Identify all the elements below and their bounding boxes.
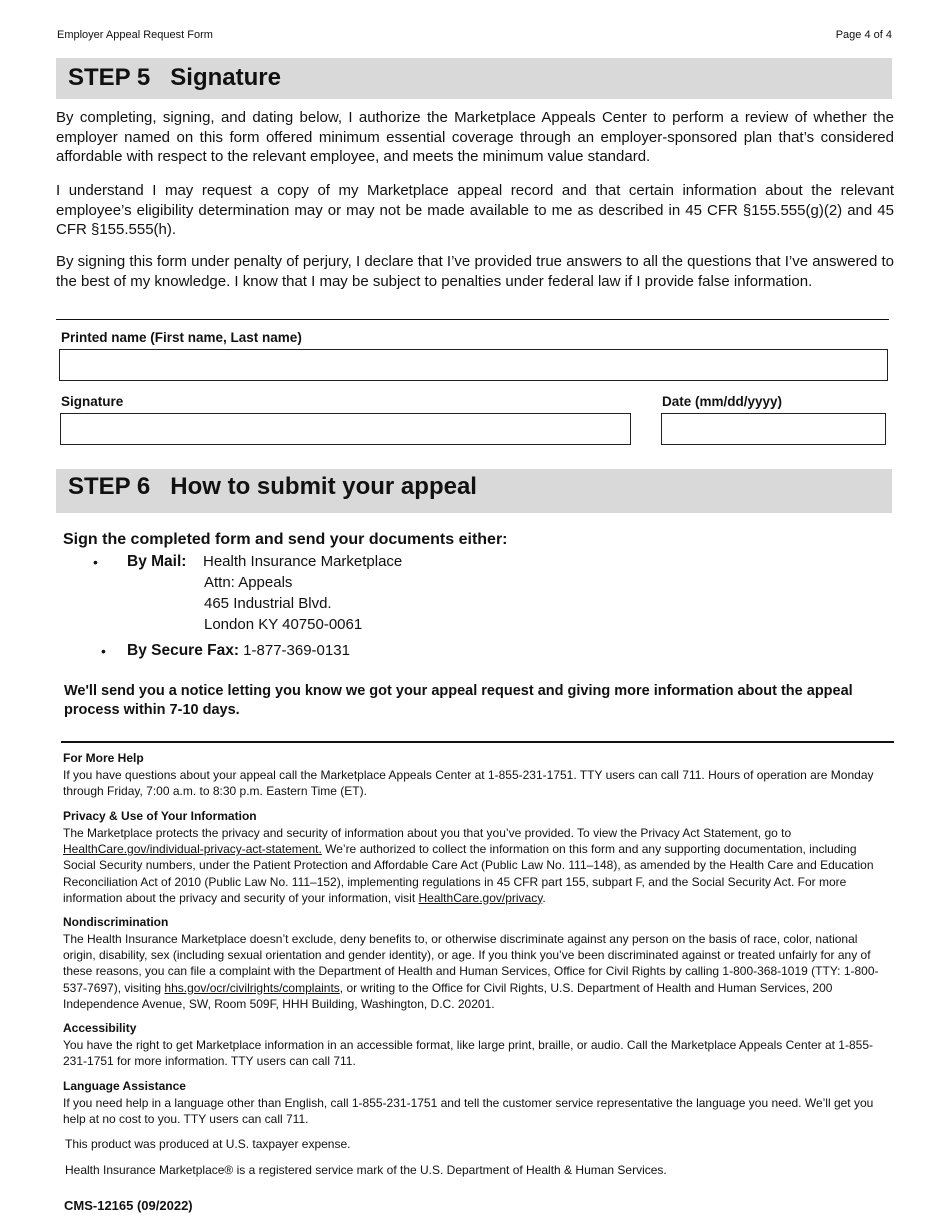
- signature-field[interactable]: [60, 413, 631, 445]
- footer-divider: [61, 741, 894, 743]
- fax-number: 1-877-369-0131: [243, 642, 350, 659]
- fax-bullet: •: [101, 643, 106, 659]
- form-code: CMS-12165 (09/2022): [64, 1198, 193, 1213]
- signature-section-divider: [56, 319, 889, 320]
- step6-header-bar: [56, 469, 892, 513]
- signature-label: Signature: [61, 394, 124, 409]
- mail-address-line: Attn: Appeals: [204, 574, 293, 591]
- mail-address-line: London KY 40750-0061: [204, 616, 363, 633]
- step5-header-bar: [56, 58, 892, 99]
- mail-address-line: Health Insurance Marketplace: [203, 553, 403, 570]
- form-name: Employer Appeal Request Form: [57, 29, 213, 41]
- civil-rights-complaints-link[interactable]: hhs.gov/ocr/civilrights/complaints: [164, 980, 340, 995]
- taxpayer-note: This product was produced at U.S. taxpayer expense.: [65, 1137, 351, 1151]
- privacy-heading: Privacy & Use of Your Information: [63, 809, 257, 823]
- step5-authorization-paragraph: By completing, signing, and dating below, I authorize the Marketplace Appeals Center to perform a review of whether the employer named on this form offered minimum essential coverage through an employer-sponsored plan that’s considered affordable with respect to the relevant employee, and meets the minimum value standard.: [56, 109, 894, 165]
- privacy-text-part: We’re authorized to collect the information on this form and any supporting documentation, including Social Security numbers, under the Patient Protection and Affordable Care Act (Public Law No. 111–148), as amended by the Health Care and Education Reconciliation Act of 2010 (Public Law No. 111–152), implementing regulations in 45 CFR part 155, subpart F, and the Social Security Act. For more information about the privacy and security of your information, visit: [63, 842, 874, 905]
- nondiscrimination-text-part: , or writing to the Office for Civil Rights, U.S. Department of Health and Human Services, 200 Independence Avenue, SW, Room 509F, HHH Building, Washington, D.C. 20201.: [63, 980, 833, 1011]
- privacy-text-part: The Marketplace protects the privacy and security of information about you that you’ve provided. To view the Privacy Act Statement, go to: [63, 826, 792, 840]
- mail-address-line: 465 Industrial Blvd.: [204, 595, 332, 612]
- page-number: Page 4 of 4: [835, 29, 892, 41]
- date-label: Date (mm/dd/yyyy): [662, 394, 783, 409]
- help-text: If you have questions about your appeal call the Marketplace Appeals Center at 1-855-231-1751. TTY users can call 711. Hours of operation are Monday through Friday, 7:00 a.m. to 8:30 p.m. Eastern Time (ET).: [63, 768, 874, 799]
- step5-title: STEP 5 Signature: [68, 64, 281, 91]
- language-assistance-text: If you need help in a language other than English, call 1-855-231-1751 and tell the customer service representative the language you need. We’ll get you help at no cost to you. TTY users can call 711.: [63, 1096, 874, 1127]
- fax-label: By Secure Fax:: [127, 642, 239, 659]
- help-heading: For More Help: [63, 751, 144, 765]
- service-mark-note: Health Insurance Marketplace® is a registered service mark of the U.S. Department of Health & Human Services.: [65, 1163, 667, 1177]
- step5-appeal-record-paragraph: I understand I may request a copy of my Marketplace appeal record and that certain information about the relevant employee’s eligibility determination may or may not be made available to me as described in 45 CFR §155.555(g)(2) and 45 CFR §155.555(h).: [56, 182, 894, 238]
- accessibility-heading: Accessibility: [63, 1021, 137, 1035]
- step6-title: STEP 6 How to submit your appeal: [68, 473, 477, 500]
- printed-name-field[interactable]: [59, 349, 888, 381]
- language-assistance-heading: Language Assistance: [63, 1079, 186, 1093]
- date-field[interactable]: [661, 413, 886, 445]
- printed-name-label: Printed name (First name, Last name): [61, 330, 302, 345]
- accessibility-text: You have the right to get Marketplace information in an accessible format, like large print, braille, or audio. Call the Marketplace Appeals Center at 1-855-231-1751 for more information. TTY users can call 711.: [63, 1038, 873, 1069]
- step5-perjury-paragraph: By signing this form under penalty of perjury, I declare that I’ve provided true answers to all the questions that I’ve answered to the best of my knowledge. I know that I may be subject to penalties under federal law if I provide false information.: [56, 253, 894, 290]
- submit-instructions: Sign the completed form and send your documents either:: [63, 531, 508, 548]
- mail-label: By Mail:: [127, 553, 187, 570]
- notice-statement: We'll send you a notice letting you know we got your appeal request and giving more information about the appeal process within 7-10 days.: [64, 683, 853, 718]
- privacy-text-part: .: [542, 890, 546, 905]
- privacy-link[interactable]: HealthCare.gov/privacy: [418, 890, 543, 905]
- nondiscrimination-text: [63, 931, 889, 1012]
- nondiscrimination-text-part: The Health Insurance Marketplace doesn’t exclude, deny benefits to, or otherwise discriminate against any person on the basis of race, color, national origin, disability, sex (including sexual orientation and gender identity), or age. If you think you’ve been discriminated against or treated unfairly for any of these reasons, you can file a complaint with the Department of Health and Human Services, Office for Civil Rights by calling 1-800-368-1019 (TTY: 1-800- 537-7697), visiting: [63, 932, 879, 995]
- mail-bullet: •: [93, 554, 98, 570]
- privacy-text: [63, 825, 889, 906]
- privacy-act-statement-link[interactable]: HealthCare.gov/individual-privacy-act-statement.: [63, 842, 322, 857]
- nondiscrimination-heading: Nondiscrimination: [63, 915, 169, 929]
